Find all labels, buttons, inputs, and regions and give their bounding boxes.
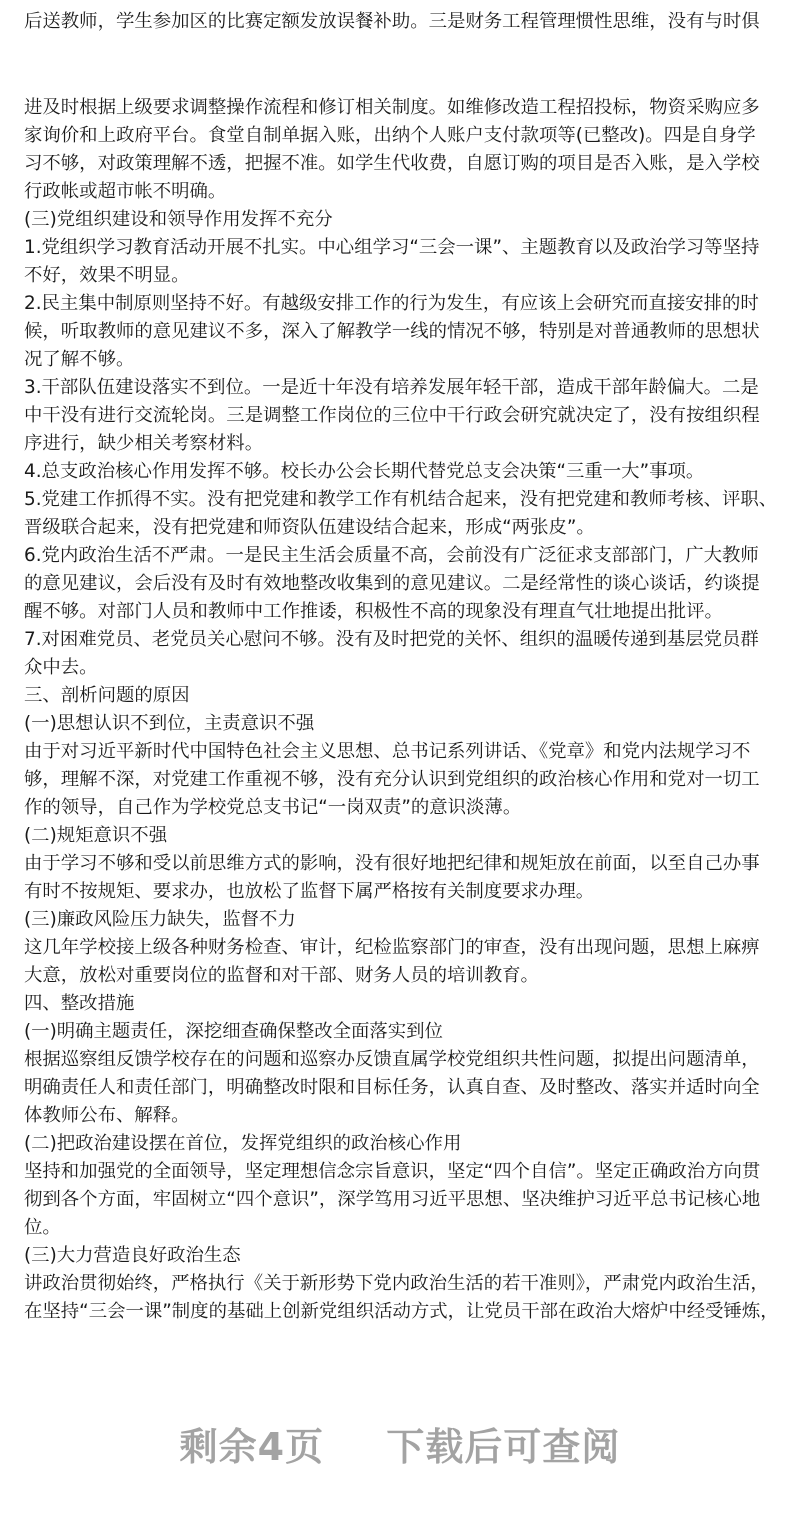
text-line: 众中去。 xyxy=(24,657,98,678)
text-line: 有时不按规矩、要求办，也放松了监督下属严格按有关制度要求办理。 xyxy=(24,881,595,902)
text-line: 4.总支政治核心作用发挥不够。校长办公会长期代替党总支会决策“三重一大”事项。 xyxy=(24,461,705,482)
text-line: (一)思想认识不到位，主责意识不强 xyxy=(24,713,315,734)
text-line: (二)规矩意识不强 xyxy=(24,825,168,846)
download-hint-label: 下载后可查阅 xyxy=(386,1425,621,1469)
text-line: 序进行，缺少相关考察材料。 xyxy=(24,433,264,454)
text-line: 明确责任人和责任部门，明确整改时限和目标任务，认真自查、及时整改、落实并适时向全 xyxy=(24,1077,760,1098)
text-line: 由于对习近平新时代中国特色社会主义思想、总书记系列讲话、《党章》和党内法规学习不 xyxy=(24,741,751,762)
text-line: 2.民主集中制原则坚持不好。有越级安排工作的行为发生，有应该上会研究而直接安排的时 xyxy=(24,293,759,314)
text-line: (一)明确主题责任，深挖细查确保整改全面落实到位 xyxy=(24,1021,443,1042)
text-line: 的意见建议，会后没有及时有效地整改收集到的意见建议。二是经常性的谈心谈话，约谈提 xyxy=(24,573,760,594)
text-line: 大意，放松对重要岗位的监督和对干部、财务人员的培训教育。 xyxy=(24,965,539,986)
text-line: 家询价和上政府平台。食堂自制单据入账，出纳个人账户支付款项等(已整改)。四是自身学 xyxy=(24,125,756,146)
document-body xyxy=(0,94,800,1326)
text-line: 醒不够。对部门人员和教师中工作推诿，积极性不高的现象没有理直气壮地提出批评。 xyxy=(24,601,723,622)
text-line: 根据巡察组反馈学校存在的问题和巡察办反馈直属学校党组织共性问题，拟提出问题清单， xyxy=(24,1049,760,1070)
text-line: 进及时根据上级要求调整操作流程和修订相关制度。如维修改造工程招投标，物资采购应多 xyxy=(24,97,760,118)
text-line: 体教师公布、解释。 xyxy=(24,1105,190,1126)
text-line: 况了解不够。 xyxy=(24,349,135,370)
text-line: 行政帐或超市帐不明确。 xyxy=(24,181,227,202)
remaining-pages-label: 剩余4页 xyxy=(179,1425,325,1469)
text-line: 6.党内政治生活不严肃。一是民主生活会质量不高，会前没有广泛征求支部部门，广大教师 xyxy=(24,545,759,566)
text-line: 这几年学校接上级各种财务检查、审计，纪检监察部门的审查，没有出现问题，思想上麻痹 xyxy=(24,937,760,958)
text-line: 位。 xyxy=(24,1217,61,1238)
text-line: (三)党组织建设和领导作用发挥不充分 xyxy=(24,209,333,230)
text-line: 候，听取教师的意见建议不多，深入了解教学一线的情况不够，特别是对普通教师的思想状 xyxy=(24,321,760,342)
text-line: (二)把政治建设摆在首位，发挥党组织的政治核心作用 xyxy=(24,1133,462,1154)
text-line: 7.对困难党员、老党员关心慰问不够。没有及时把党的关怀、组织的温暖传递到基层党员群 xyxy=(24,629,759,650)
text-line: 5.党建工作抓得不实。没有把党建和教学工作有机结合起来，没有把党建和教师考核、评职、 xyxy=(24,489,778,510)
text-line: (三)廉政风险压力缺失，监督不力 xyxy=(24,909,296,930)
text-line: 彻到各个方面，牢固树立“四个意识”，深学笃用习近平思想、坚决维护习近平总书记核心地 xyxy=(24,1189,761,1210)
text-line: 后送教师，学生参加区的比赛定额发放误餐补助。三是财务工程管理惯性思维，没有与时俱 xyxy=(24,11,760,32)
text-line: 四、整改措施 xyxy=(24,993,135,1014)
text-line: 中干没有进行交流轮岗。三是调整工作岗位的三位中干行政会研究就决定了，没有按组织程 xyxy=(24,405,760,426)
text-line: 作的领导，自己作为学校党总支书记“一岗双责”的意识淡薄。 xyxy=(24,797,522,818)
text-line: 3.干部队伍建设落实不到位。一是近十年没有培养发展年轻干部，造成干部年龄偏大。二是 xyxy=(24,377,759,398)
document-top-fragment xyxy=(0,8,800,36)
text-line: 由于学习不够和受以前思维方式的影响，没有很好地把纪律和规矩放在前面，以至自己办事 xyxy=(24,853,760,874)
text-line: 不好，效果不明显。 xyxy=(24,265,190,286)
text-line: 讲政治贯彻始终，严格执行《关于新形势下党内政治生活的若干准则》，严肃党内政治生活， xyxy=(24,1273,769,1294)
text-line: 1.党组织学习教育活动开展不扎实。中心组学习“三会一课”、主题教育以及政治学习等坚持 xyxy=(24,237,760,258)
text-line: 够，理解不深，对党建工作重视不够，没有充分认识到党组织的政治核心作用和党对一切工 xyxy=(24,769,760,790)
text-line: (三)大力营造良好政治生态 xyxy=(24,1245,241,1266)
text-line: 晋级联合起来，没有把党建和师资队伍建设结合起来，形成“两张皮”。 xyxy=(24,517,595,538)
download-prompt[interactable] xyxy=(0,1416,800,1471)
text-line: 坚持和加强党的全面领导，坚定理想信念宗旨意识，坚定“四个自信”。坚定正确政治方向贯 xyxy=(24,1161,761,1182)
text-line: 在坚持“三会一课”制度的基础上创新党组织活动方式，让党员干部在政治大熔炉中经受锤炼， xyxy=(24,1301,779,1322)
text-line: 习不够，对政策理解不透，把握不准。如学生代收费，自愿订购的项目是否入账，是入学校 xyxy=(24,153,760,174)
text-line: 三、剖析问题的原因 xyxy=(24,685,190,706)
